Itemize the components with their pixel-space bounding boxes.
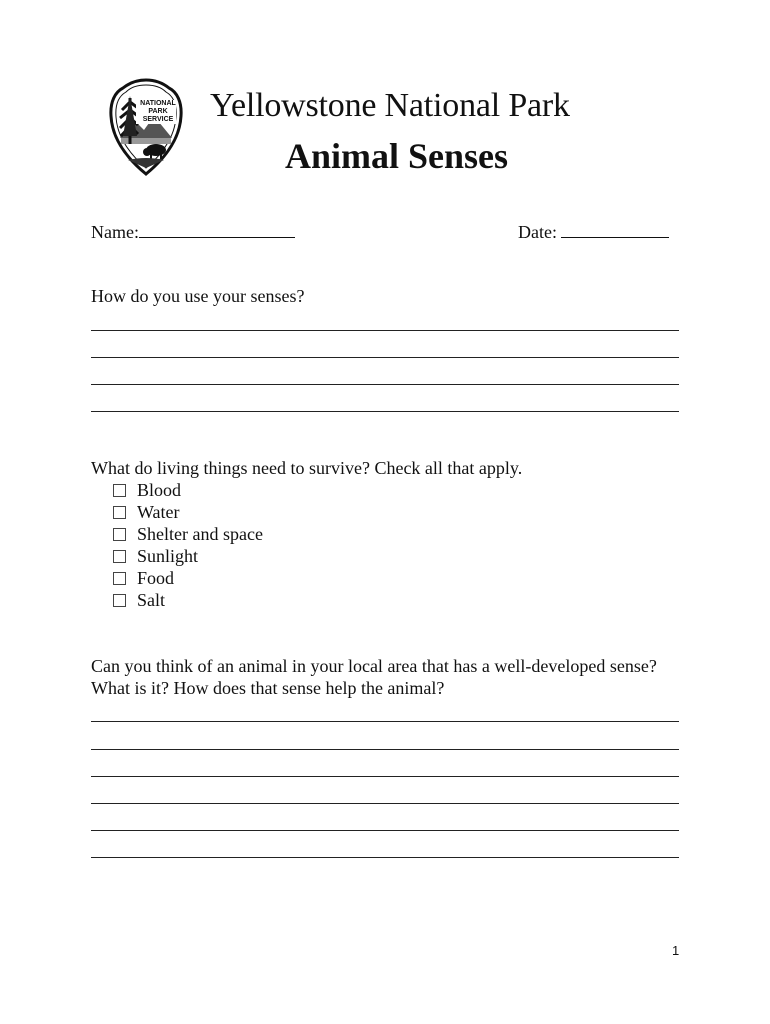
logo-text: [138, 100, 178, 124]
checklist-label: Salt: [137, 590, 166, 610]
checkbox[interactable]: [113, 528, 126, 541]
checklist-label: Shelter and space: [137, 524, 263, 544]
checkbox[interactable]: [113, 594, 126, 607]
answer-line[interactable]: [91, 384, 679, 385]
name-blank[interactable]: [139, 221, 295, 238]
checklist-item: [113, 479, 181, 501]
checklist-item: [113, 523, 263, 545]
nps-arrowhead-logo: [106, 78, 186, 176]
checklist-label: Sunlight: [137, 546, 199, 566]
answer-line[interactable]: [91, 776, 679, 777]
logo-line-1: NATIONAL: [140, 100, 176, 107]
answer-line[interactable]: [91, 721, 679, 722]
question-3-line-1: Can you think of an animal in your local area that has a well-developed sense?: [91, 656, 657, 676]
checkbox[interactable]: [113, 484, 126, 497]
name-field: [91, 221, 295, 243]
checkbox[interactable]: [113, 572, 126, 585]
answer-line[interactable]: [91, 411, 679, 412]
name-label: Name:: [91, 222, 139, 242]
checklist-item: [113, 545, 198, 567]
logo-line-3: SERVICE: [142, 116, 174, 123]
question-2: What do living things need to survive? Check all that apply.: [91, 458, 523, 478]
checklist-item: [113, 567, 174, 589]
checklist-item: [113, 501, 180, 523]
date-blank[interactable]: [561, 221, 669, 238]
logo-line-2: PARK: [148, 108, 168, 115]
checklist-label: Blood: [137, 480, 182, 500]
answer-line[interactable]: [91, 803, 679, 804]
question-1: How do you use your senses?: [91, 286, 305, 306]
checklist-item: [113, 589, 165, 611]
page-title: Yellowstone National Park: [210, 87, 570, 124]
date-label: Date:: [518, 222, 557, 242]
answer-line[interactable]: [91, 749, 679, 750]
checklist-label: Food: [137, 568, 175, 588]
answer-line[interactable]: [91, 357, 679, 358]
answer-line[interactable]: [91, 330, 679, 331]
checklist-label: Water: [137, 502, 180, 522]
answer-line[interactable]: [91, 830, 679, 831]
date-field: [518, 221, 669, 243]
checkbox[interactable]: [113, 550, 126, 563]
checkbox[interactable]: [113, 506, 126, 519]
page-number: 1: [672, 943, 680, 958]
page-subtitle: Animal Senses: [285, 136, 509, 176]
answer-line[interactable]: [91, 857, 679, 858]
question-3-line-2: What is it? How does that sense help the animal?: [91, 678, 445, 698]
